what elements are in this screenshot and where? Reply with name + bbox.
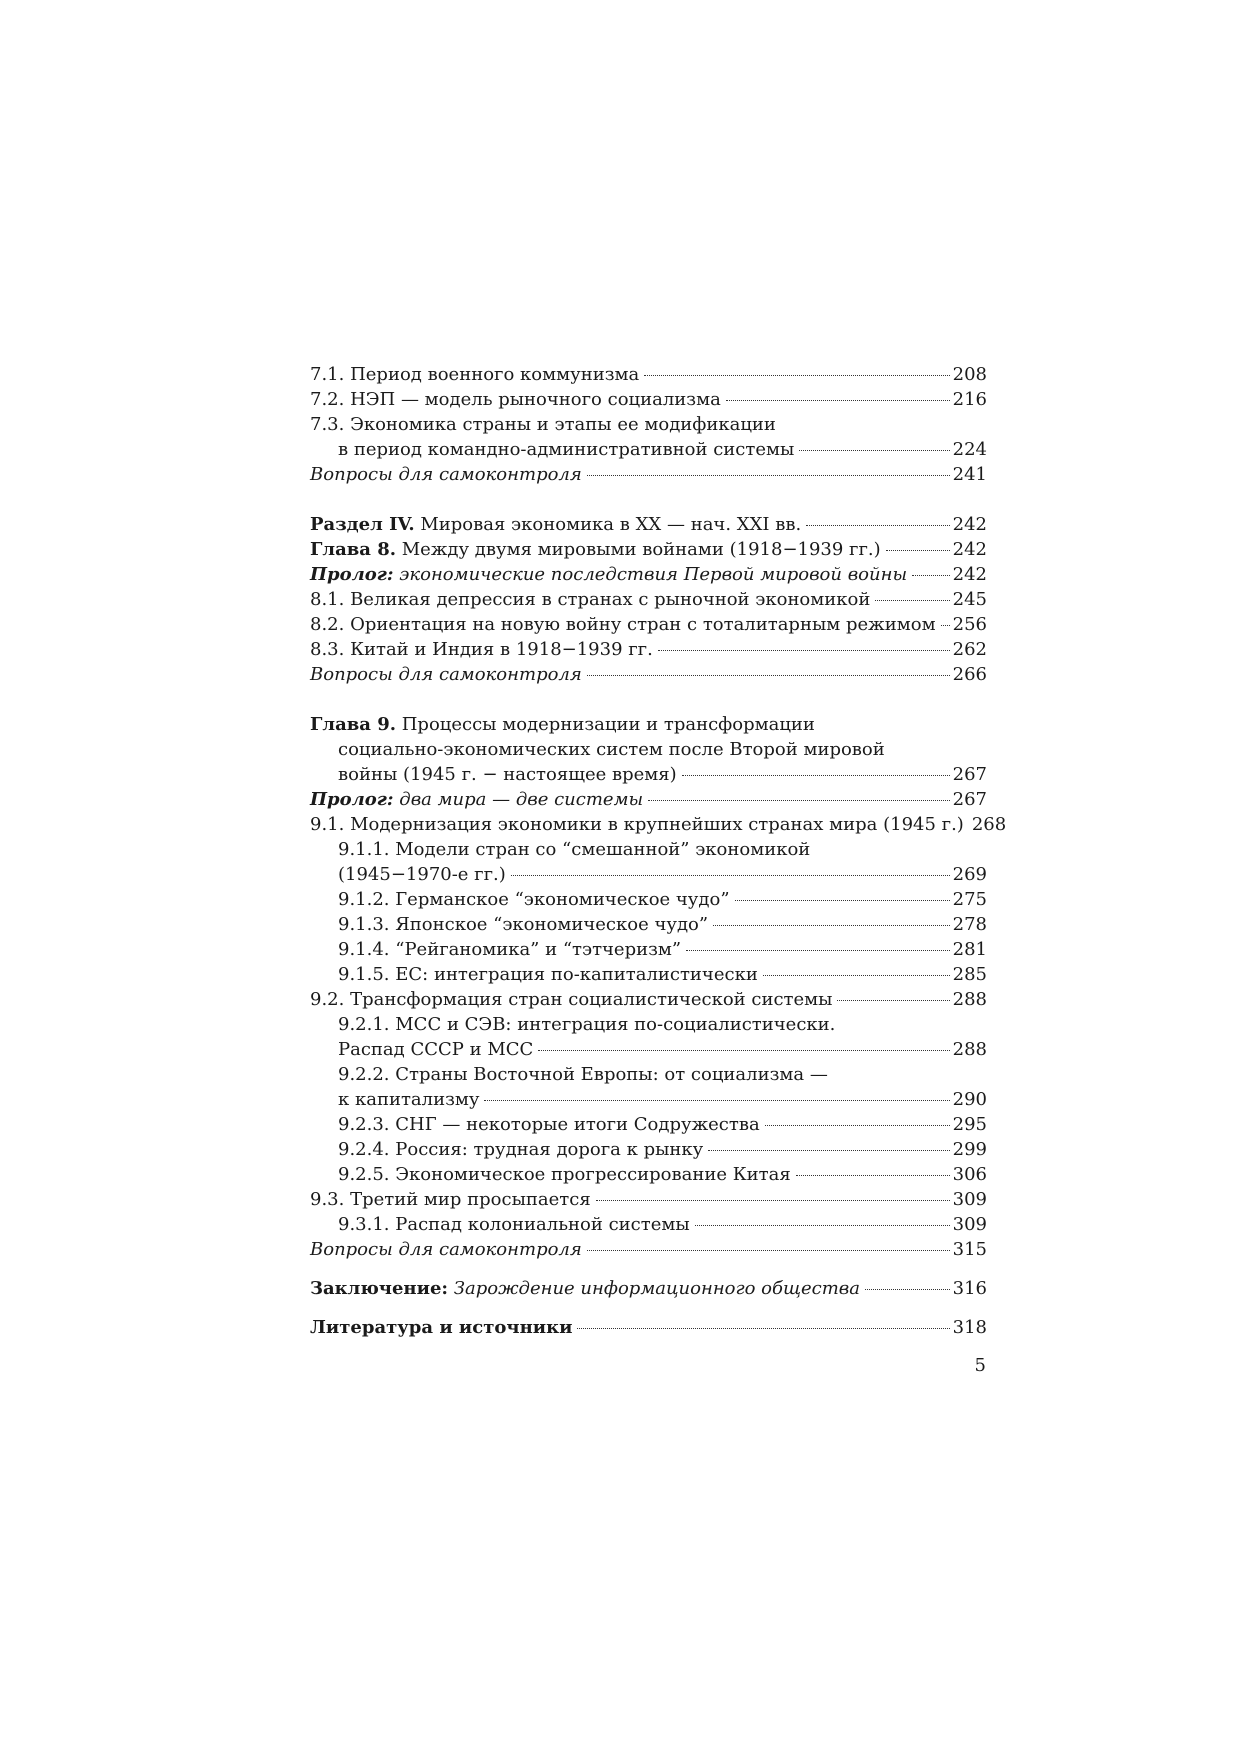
toc-entry-title: 9.2.5. Экономическое прогрессирование Китая — [338, 1164, 791, 1185]
toc-prologue-entry[interactable] — [310, 787, 987, 812]
dot-leader — [577, 1328, 949, 1329]
dot-leader — [686, 950, 950, 951]
toc-entry-title: 8.2. Ориентация на новую войну стран с тоталитарным режимом — [310, 614, 936, 635]
toc-subentry[interactable] — [310, 962, 987, 987]
toc-entry-page: 278 — [952, 914, 987, 935]
toc-subentry[interactable] — [310, 1087, 987, 1112]
toc-entry-label: Пролог: — [310, 564, 394, 585]
toc-entry-title: 9.3.1. Распад колониальной системы — [338, 1214, 690, 1235]
toc-entry-title: 9.1.1. Модели стран со “смешанной” экономикой — [338, 839, 811, 860]
dot-leader — [484, 1100, 949, 1101]
toc-entry-page: 266 — [952, 664, 987, 685]
toc-entry-label: Заключение: — [310, 1278, 449, 1299]
dot-leader — [726, 400, 950, 401]
toc-entry-title: 9.1. Модернизация экономики в крупнейших странах мира (1945 г.) — [310, 814, 964, 835]
toc-entry[interactable] — [310, 612, 987, 637]
dot-leader — [837, 1000, 949, 1001]
toc-conclusion-entry[interactable] — [310, 1276, 987, 1301]
toc-subentry[interactable] — [310, 862, 987, 887]
toc-entry[interactable] — [310, 1237, 987, 1262]
toc-entry-title: два мира — две системы — [393, 789, 644, 810]
dot-leader — [763, 975, 950, 976]
toc-entry-label: Литература и источники — [310, 1317, 573, 1338]
dot-leader — [735, 900, 950, 901]
toc-entry-title: 9.1.4. “Рейганомика” и “тэтчеризм” — [338, 939, 682, 960]
toc-subentry-line[interactable] — [310, 1062, 987, 1087]
toc-entry-page: 318 — [952, 1317, 987, 1338]
toc-entry-title: 9.2.2. Страны Восточной Европы: от социализма — — [338, 1064, 828, 1085]
toc-entry[interactable] — [310, 587, 987, 612]
toc-entry-label: Глава 8. — [310, 539, 397, 560]
toc-chapter-entry[interactable] — [310, 537, 987, 562]
dot-leader — [587, 1250, 950, 1251]
table-of-contents — [310, 362, 1007, 1340]
dot-leader — [596, 1200, 950, 1201]
toc-entry-title-cont: войны (1945 г. − настоящее время) — [338, 764, 677, 785]
toc-entry-title: 9.1.5. ЕС: интеграция по-капиталистически — [338, 964, 758, 985]
dot-leader — [708, 1150, 949, 1151]
toc-entry-page: 216 — [952, 389, 987, 410]
toc-entry-page: 242 — [952, 564, 987, 585]
toc-entry-page: 269 — [952, 864, 987, 885]
toc-entry-title: 9.1.3. Японское “экономическое чудо” — [338, 914, 709, 935]
toc-subentry-line[interactable] — [310, 1012, 987, 1037]
toc-entry-page: 242 — [952, 539, 987, 560]
toc-entry-title: экономические последствия Первой мировой войны — [393, 564, 908, 585]
toc-subentry[interactable] — [310, 1112, 987, 1137]
toc-subentry[interactable] — [310, 1137, 987, 1162]
toc-subentry[interactable] — [310, 1212, 987, 1237]
toc-entry-title: 9.2. Трансформация стран социалистической системы — [310, 989, 833, 1010]
toc-entry-title: 8.1. Великая депрессия в странах с рыночной экономикой — [310, 589, 871, 610]
dot-leader — [682, 775, 950, 776]
toc-entry-title-cont: к капитализму — [338, 1089, 480, 1110]
toc-entry-page: 262 — [952, 639, 987, 660]
toc-literature-entry[interactable] — [310, 1315, 987, 1340]
toc-entry[interactable] — [310, 387, 987, 412]
toc-entry-title-cont: (1945−1970-е гг.) — [338, 864, 506, 885]
toc-entry-page: 208 — [952, 364, 987, 385]
toc-entry-title: 7.1. Период военного коммунизма — [310, 364, 640, 385]
toc-entry-title: Зарождение информационного общества — [448, 1278, 861, 1299]
toc-entry-page: 290 — [952, 1089, 987, 1110]
toc-entry[interactable] — [310, 462, 987, 487]
toc-entry-title: 9.2.3. СНГ — некоторые итоги Содружества — [338, 1114, 760, 1135]
toc-chapter-entry[interactable] — [310, 762, 987, 787]
toc-entry-page: 295 — [952, 1114, 987, 1135]
toc-entry-title-cont: социально-экономических систем после Второй мировой — [338, 739, 885, 760]
dot-leader — [644, 375, 949, 376]
toc-entry-title: Между двумя мировыми войнами (1918−1939 гг.) — [396, 539, 881, 560]
toc-entry-page: 267 — [952, 789, 987, 810]
toc-entry-page: 309 — [952, 1189, 987, 1210]
toc-entry-line[interactable] — [310, 412, 987, 437]
toc-entry-title: 9.2.4. Россия: трудная дорога к рынку — [338, 1139, 704, 1160]
dot-leader — [865, 1289, 950, 1290]
toc-entry-title: Мировая экономика в XX — нач. XXI вв. — [414, 514, 802, 535]
toc-entry-page: 256 — [952, 614, 987, 635]
toc-entry[interactable] — [310, 662, 987, 687]
toc-entry-page: 224 — [952, 439, 987, 460]
dot-leader — [806, 525, 949, 526]
toc-entry-page: 242 — [952, 514, 987, 535]
toc-entry-title: 9.2.1. МСС и СЭВ: интеграция по-социалистически. — [338, 1014, 836, 1035]
toc-entry-title: 8.3. Китай и Индия в 1918−1939 гг. — [310, 639, 653, 660]
toc-entry[interactable] — [310, 812, 1007, 837]
dot-leader — [765, 1125, 950, 1126]
dot-leader — [587, 675, 950, 676]
toc-entry-title: Вопросы для самоконтроля — [310, 664, 582, 685]
toc-entry[interactable] — [310, 437, 987, 462]
dot-leader — [799, 450, 949, 451]
toc-entry-page: 315 — [952, 1239, 987, 1260]
toc-entry-page: 245 — [952, 589, 987, 610]
toc-entry-page: 288 — [952, 1039, 987, 1060]
toc-entry-page: 316 — [952, 1278, 987, 1299]
dot-leader — [587, 475, 950, 476]
dot-leader — [713, 925, 950, 926]
dot-leader — [941, 625, 950, 626]
toc-entry-title: Процессы модернизации и трансформации — [396, 714, 815, 735]
dot-leader — [695, 1225, 950, 1226]
toc-entry-title: 7.3. Экономика страны и этапы ее модификации — [310, 414, 776, 435]
toc-entry-page: 241 — [952, 464, 987, 485]
toc-prologue-entry[interactable] — [310, 562, 987, 587]
dot-leader — [796, 1175, 950, 1176]
toc-entry[interactable] — [310, 637, 987, 662]
toc-entry-label: Пролог: — [310, 789, 394, 810]
toc-subentry[interactable] — [310, 887, 987, 912]
toc-entry-line[interactable] — [310, 737, 987, 762]
toc-entry-label: Раздел IV. — [310, 514, 415, 535]
toc-entry-title: Вопросы для самоконтроля — [310, 464, 582, 485]
toc-entry-page: 306 — [952, 1164, 987, 1185]
toc-subentry-line[interactable] — [310, 837, 987, 862]
toc-entry-page: 288 — [952, 989, 987, 1010]
toc-entry-title: 7.2. НЭП — модель рыночного социализма — [310, 389, 721, 410]
dot-leader — [648, 800, 949, 801]
toc-entry-title: 9.1.2. Германское “экономическое чудо” — [338, 889, 730, 910]
dot-leader — [886, 550, 950, 551]
toc-entry[interactable] — [310, 362, 987, 387]
toc-section-entry[interactable] — [310, 512, 987, 537]
toc-entry[interactable] — [310, 987, 987, 1012]
toc-entry-title-cont: в период командно-административной системы — [338, 439, 795, 460]
toc-subentry[interactable] — [310, 912, 987, 937]
dot-leader — [538, 1050, 949, 1051]
dot-leader — [511, 875, 950, 876]
toc-subentry[interactable] — [310, 937, 987, 962]
toc-entry-page: 309 — [952, 1214, 987, 1235]
toc-entry[interactable] — [310, 1187, 987, 1212]
toc-chapter-entry-line[interactable] — [310, 712, 987, 737]
toc-entry-page: 275 — [952, 889, 987, 910]
toc-entry-page: 281 — [952, 939, 987, 960]
toc-subentry[interactable] — [310, 1037, 987, 1062]
toc-entry-page: 285 — [952, 964, 987, 985]
toc-entry-title: Вопросы для самоконтроля — [310, 1239, 582, 1260]
toc-entry-label: Глава 9. — [310, 714, 397, 735]
toc-entry-page: 299 — [952, 1139, 987, 1160]
page-number: 5 — [974, 1355, 986, 1376]
toc-entry-page: 268 — [971, 814, 1007, 835]
toc-subentry[interactable] — [310, 1162, 987, 1187]
toc-entry-title-cont: Распад СССР и МСС — [338, 1039, 534, 1060]
dot-leader — [658, 650, 950, 651]
toc-entry-title: 9.3. Третий мир просыпается — [310, 1189, 591, 1210]
toc-entry-page: 267 — [952, 764, 987, 785]
dot-leader — [875, 600, 949, 601]
dot-leader — [912, 575, 950, 576]
